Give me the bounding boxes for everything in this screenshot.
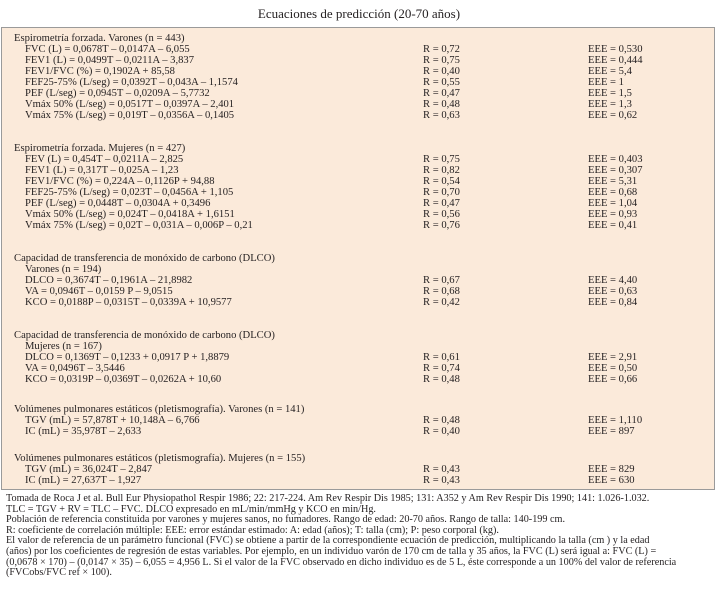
table-row [2, 297, 714, 308]
equation: Vmáx 50% (L/seg) = 0,024T – 0,0418A + 1,6151 [25, 209, 235, 220]
eee-value: EEE = 0,68 [588, 187, 638, 198]
eee-value: EEE = 1,110 [588, 415, 643, 426]
section-heading: Espirometría forzada. Varones (n = 443) [14, 33, 185, 44]
eee-value: EEE = 1,5 [588, 88, 632, 99]
table-row [2, 154, 714, 165]
section-heading: Capacidad de transferencia de monóxido de carbono (DLCO) [14, 330, 275, 341]
eee-value: EEE = 1 [588, 77, 624, 88]
section-dlco-men [2, 253, 714, 308]
r-value: R = 0,61 [423, 352, 460, 363]
table-row [2, 352, 714, 363]
footnote-example: El valor de referencia de un parámetro funcional (FVC) se obtiene a partir de la correspondiente ecuación de predicción, multiplicando la talla (cm ) y la edad (años) por los coeficientes de regresión de estas variables. Por ejemplo, en un individuo varón de 170 cm de talla y 35 años, la FVC (L) será igual a: FVC (L) = (0,0678 × 170) – (0,0147 × 35) – 6,055 = 4,956 L. Si el valor de la FVC observado en dicho individuo es de 5 L, éste corresponde a un 100% del valor de referencia (FVCobs/FVC ref × 100). [6, 535, 677, 579]
eee-value: EEE = 829 [588, 464, 635, 475]
r-value: R = 0,40 [423, 66, 460, 77]
table-row [2, 99, 714, 110]
equation: PEF (L/seg) = 0,0945T – 0,0209A – 5,7732 [25, 88, 210, 99]
equation: FEV1/FVC (%) = 0,1902A + 85,58 [25, 66, 175, 77]
equation: FEV1 (L) = 0,317T – 0,025A – 1,23 [25, 165, 179, 176]
r-value: R = 0,67 [423, 275, 460, 286]
equation: Vmáx 75% (L/seg) = 0,019T – 0,0356A – 0,1405 [25, 110, 235, 121]
eee-value: EEE = 0,63 [588, 286, 638, 297]
table-row [2, 198, 714, 209]
footnote-abbreviations: R: coeficiente de correlación múltiple: EEE: error estándar estimado: A: edad (años); T: talla (cm); P: peso corporal (kg). [6, 524, 499, 536]
eee-value: EEE = 0,307 [588, 165, 643, 176]
r-value: R = 0,72 [423, 44, 460, 55]
equation: FVC (L) = 0,0678T – 0,0147A – 6,055 [25, 44, 190, 55]
eee-value: EEE = 0,93 [588, 209, 638, 220]
eee-value: EEE = 4,40 [588, 275, 638, 286]
eee-value: EEE = 0,444 [588, 55, 643, 66]
section-plethysmography-women [2, 453, 714, 486]
eee-value: EEE = 0,84 [588, 297, 638, 308]
table-row [2, 209, 714, 220]
r-value: R = 0,40 [423, 426, 460, 437]
table-footnotes [6, 494, 714, 579]
eee-value: EEE = 5,4 [588, 66, 632, 77]
r-value: R = 0,48 [423, 415, 460, 426]
footnote-source: Tomada de Roca J et al. Bull Eur Physiopathol Respir 1986; 22: 217-224. Am Rev Respir Dis 1985; 131: A352 y Am Rev Respir Dis 1990; 141: 1.026-1.032. [6, 493, 650, 504]
table-row [2, 415, 714, 426]
equation: Vmáx 50% (L/seg) = 0,0517T – 0,0397A – 2,401 [25, 99, 235, 110]
table-row [2, 363, 714, 374]
section-spirometry-men [2, 33, 714, 121]
table-row [2, 475, 714, 486]
section-spirometry-women [2, 143, 714, 231]
prediction-equations-table [1, 27, 715, 490]
table-row [2, 176, 714, 187]
equation: DLCO = 0,3674T – 0,1961A – 21,8982 [25, 275, 193, 286]
r-value: R = 0,42 [423, 297, 460, 308]
r-value: R = 0,75 [423, 154, 460, 165]
r-value: R = 0,68 [423, 286, 460, 297]
equation: FEF25-75% (L/seg) = 0,0392T – 0,043A – 1,1574 [25, 77, 238, 88]
table-row [2, 165, 714, 176]
r-value: R = 0,55 [423, 77, 460, 88]
r-value: R = 0,54 [423, 176, 460, 187]
equation: IC (mL) = 27,637T – 1,927 [25, 475, 142, 486]
eee-value: EEE = 0,62 [588, 110, 638, 121]
section-heading: Capacidad de transferencia de monóxido de carbono (DLCO) [14, 253, 275, 264]
footnote-population: Población de referencia constituida por varones y mujeres sanos, no fumadores. Rango de edad: 20-70 años. Rango de talla: 140-199 cm. [6, 514, 566, 526]
r-value: R = 0,74 [423, 363, 460, 374]
equation: VA = 0,0496T – 3,5446 [25, 363, 125, 374]
r-value: R = 0,82 [423, 165, 460, 176]
eee-value: EEE = 2,91 [588, 352, 638, 363]
table-row [2, 55, 714, 66]
r-value: R = 0,47 [423, 88, 460, 99]
equation: KCO = 0,0319P – 0,0369T – 0,0262A + 10,60 [25, 374, 222, 385]
r-value: R = 0,47 [423, 198, 460, 209]
eee-value: EEE = 630 [588, 475, 635, 486]
equation: KCO = 0,0188P – 0,0315T – 0,0339A + 10,9577 [25, 297, 232, 308]
section-heading: Volúmenes pulmonares estáticos (pletismografía). Mujeres (n = 155) [14, 453, 306, 464]
table-row [2, 286, 714, 297]
r-value: R = 0,63 [423, 110, 460, 121]
table-row [2, 88, 714, 99]
r-value: R = 0,75 [423, 55, 460, 66]
section-heading: Volúmenes pulmonares estáticos (pletismografía). Varones (n = 141) [14, 404, 305, 415]
eee-value: EEE = 0,403 [588, 154, 643, 165]
table-row [2, 374, 714, 385]
table-row [2, 187, 714, 198]
table-row [2, 77, 714, 88]
eee-value: EEE = 0,66 [588, 374, 638, 385]
footnote-units: TLC = TGV + RV = TLC – FVC. DLCO expresado en mL/min/mmHg y KCO en min/Hg. [6, 503, 376, 515]
r-value: R = 0,43 [423, 464, 460, 475]
table-row [2, 110, 714, 121]
equation: TGV (mL) = 36,024T – 2,847 [25, 464, 153, 475]
equation: FEV1 (L) = 0,0499T – 0,0211A – 3,837 [25, 55, 194, 66]
equation: IC (mL) = 35,978T – 2,633 [25, 426, 142, 437]
eee-value: EEE = 5,31 [588, 176, 638, 187]
section-subheading: Varones (n = 194) [25, 264, 102, 275]
eee-value: EEE = 0,41 [588, 220, 638, 231]
section-heading: Espirometría forzada. Mujeres (n = 427) [14, 143, 186, 154]
table-row [2, 275, 714, 286]
equation: FEV (L) = 0,454T – 0,0211A – 2,825 [25, 154, 184, 165]
r-value: R = 0,43 [423, 475, 460, 486]
table-row [2, 220, 714, 231]
section-dlco-women [2, 330, 714, 385]
r-value: R = 0,56 [423, 209, 460, 220]
table-row [2, 44, 714, 55]
equation: Vmáx 75% (L/seg) = 0,02T – 0,031A – 0,006P – 0,21 [25, 220, 253, 231]
table-row [2, 426, 714, 437]
section-subheading: Mujeres (n = 167) [25, 341, 102, 352]
table-row [2, 66, 714, 77]
eee-value: EEE = 1,04 [588, 198, 638, 209]
equation: DLCO = 0,1369T – 0,1233 + 0,0917 P + 1,8879 [25, 352, 230, 363]
equation: TGV (mL) = 57,878T + 10,148A – 6,766 [25, 415, 200, 426]
eee-value: EEE = 0,530 [588, 44, 643, 55]
section-plethysmography-men [2, 404, 714, 437]
equation: PEF (L/seg) = 0,0448T – 0,0304A + 0,3496 [25, 198, 211, 209]
r-value: R = 0,70 [423, 187, 460, 198]
r-value: R = 0,48 [423, 374, 460, 385]
r-value: R = 0,76 [423, 220, 460, 231]
table-row [2, 464, 714, 475]
equation: FEV1/FVC (%) = 0,224A – 0,1126P + 94,88 [25, 176, 215, 187]
r-value: R = 0,48 [423, 99, 460, 110]
eee-value: EEE = 0,50 [588, 363, 638, 374]
equation: FEF25-75% (L/seg) = 0,023T – 0,0456A + 1,105 [25, 187, 234, 198]
table-title: Ecuaciones de predicción (20-70 años) [257, 6, 461, 21]
equation: VA = 0,0946T – 0,0159 P – 9,0515 [25, 286, 173, 297]
eee-value: EEE = 897 [588, 426, 635, 437]
eee-value: EEE = 1,3 [588, 99, 632, 110]
